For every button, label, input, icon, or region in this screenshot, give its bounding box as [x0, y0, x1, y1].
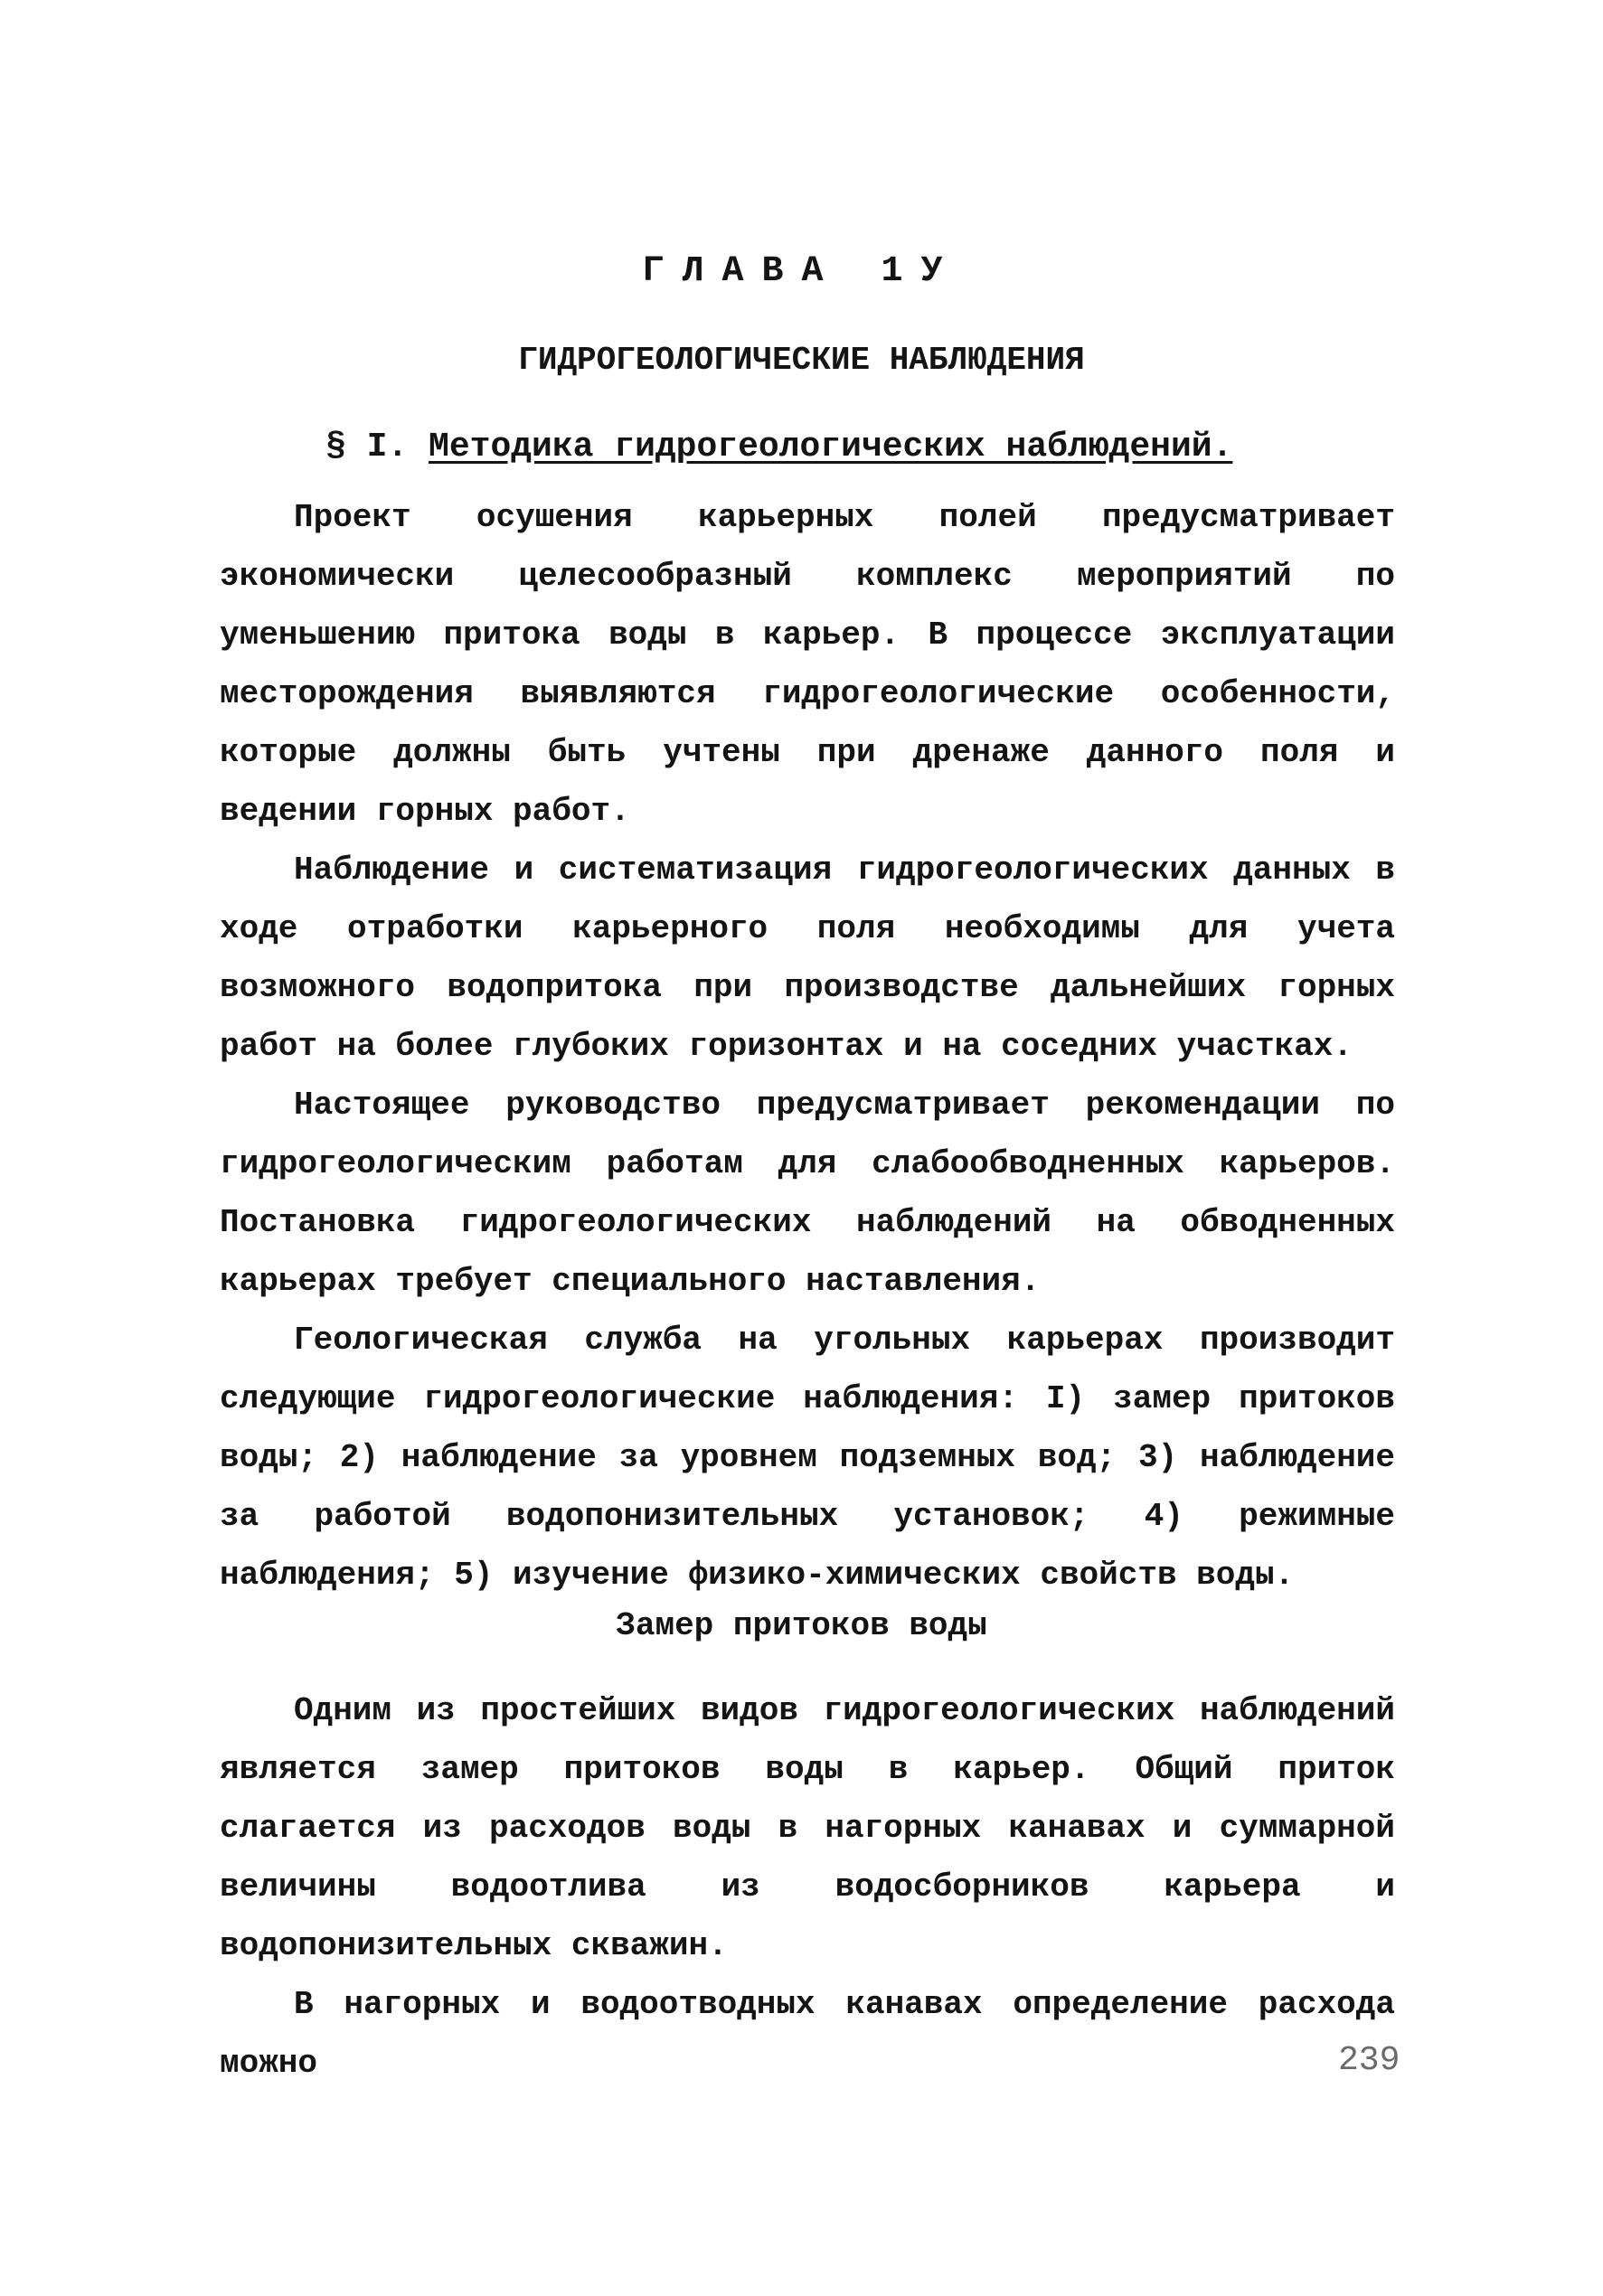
section-title: Методика гидрогеологических наблюдений.: [429, 428, 1233, 466]
subsection-title: Замер притоков воды: [616, 1607, 987, 1644]
paragraph: Настоящее руководство предусматривает рекомендации по гидрогеологическим работам для слабообводненных карьеров. Постановка гидрогеологических наблюдений на обводненных карьерах требует специального наставления.: [220, 1087, 1395, 1300]
body-text-block: [220, 488, 1395, 1604]
paragraph: Наблюдение и систематизация гидрогеологических данных в ходе отработки карьерного поля необходимы для учета возможного водопритока при производстве дальнейших горных работ на более глубоких горизонтах и на соседних участках.: [220, 852, 1395, 1065]
section-heading: [325, 428, 1232, 466]
paragraph: Геологическая служба на угольных карьерах производит следующие гидрогеологические наблюдения: I) замер притоков воды; 2) наблюдение за уровнем подземных вод; 3) наблюдение за работой водопонизительных установок; 4) режимные наблюдения; 5) изучение физико-химических свойств воды.: [220, 1322, 1395, 1594]
body-text-block-2: [220, 1681, 1395, 2093]
page-number: 239: [1338, 2041, 1400, 2080]
paragraph: Одним из простейших видов гидрогеологических наблюдений является замер притоков воды в карьер. Общий приток слагается из расходов воды в нагорных канавах и суммарной величины водоотлива из водосборников карьера и водопонизительных скважин.: [220, 1692, 1395, 1964]
paragraph: Проект осушения карьерных полей предусматривает экономически целесообразный комплекс мероприятий по уменьшению притока воды в карьер. В процессе эксплуатации месторождения выявляются гидрогеологические особенности, которые должны быть учтены при дренаже данного поля и ведении горных работ.: [220, 499, 1395, 830]
chapter-subtitle: ГИДРОГЕОЛОГИЧЕСКИЕ НАБЛЮДЕНИЯ: [518, 342, 1085, 379]
section-mark: § I.: [325, 428, 409, 466]
chapter-title: ГЛАВА 1У: [642, 251, 961, 292]
paragraph: В нагорных и водоотводных канавах определение расхода можно: [220, 1986, 1395, 2082]
